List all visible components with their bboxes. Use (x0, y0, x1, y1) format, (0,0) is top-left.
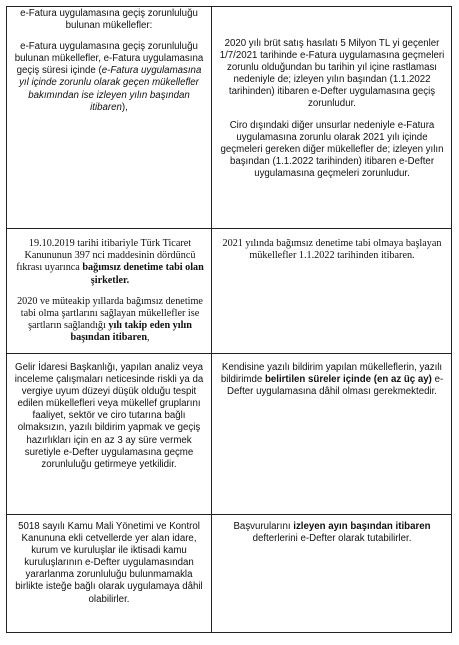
audit-following-years-text: 2020 ve müteakip yıllarda bağımsız denetime tabi olma şartlarını sağlayan mükellefler ise şartların sağlandığı yılı takip eden yılın başından itibaren, (17, 295, 203, 344)
voluntary-application-text: Başvurularını izleyen ayın başından itibaren defterlerini e-Defter olarak tutabilirler. (233, 521, 431, 545)
row-divider-3 (6, 514, 452, 515)
row-3-right-cell (219, 362, 445, 398)
table-border-right (451, 6, 452, 633)
written-notice-text: Kendisine yazılı bildirim yapılan mükelleflerin, yazılı bildirimde belirtilen süreler içinde (en az üç ay) e-Defter uygulamasına dâhil olması gerekmektedir. (220, 362, 444, 398)
efatura-intro-text: e-Fatura uygulamasına geçiş zorunluluğu bulunan mükellefler: (20, 8, 198, 32)
row-2-left-cell (14, 238, 206, 345)
efatura-condition-text: e-Fatura uygulamasına geçiş zorunluluğu bulunan mükellefler, e-Fatura uygulamasına geçiş süresi içinde (e-Fatura uygulamasına yıl içinde zorunlu olarak geçen mükellefler bakımından ise izleyen yılın başından itibaren), (14, 41, 204, 113)
row-1-left-cell (12, 8, 206, 114)
other-factors-text: Ciro dışındaki diğer unsurlar nedeniyle e-Fatura uygulamasına zorunlu olarak 2021 yılı içinde geçmeleri gereken diğer mükellefler de; izleyen yılın başından (1.1.2022 tarihinden) itibaren e-Defter uygulamasına geçmeleri zorunludur. (220, 119, 444, 179)
row-4-right-cell (219, 521, 445, 545)
row-divider-1 (6, 228, 452, 229)
audit-2021-text: 2021 yılında bağımsız denetime tabi olmaya başlayan mükellefler 1.1.2022 tarihinden itibaren. (222, 238, 442, 262)
requirements-table (6, 6, 452, 633)
table-border-left (6, 6, 7, 633)
row-divider-2 (6, 353, 452, 354)
row-3-left-cell (12, 362, 206, 471)
row-4-left-cell (12, 521, 206, 606)
table-border-bottom (6, 632, 452, 633)
row-2-right-cell (219, 238, 445, 262)
table-border-top (6, 6, 452, 7)
public-institutions-text: 5018 sayılı Kamu Mali Yönetimi ve Kontrol Kanununa ekli cetvellerde yer alan idare, kurum ve kuruluşlar ile iktisadi kamu kuruluşlarının e-Defter uygulamasından yararlanma zorunluluğu bulunmamakla birlikte isteğe bağlı olarak uygulamaya dâhil olabilirler. (15, 521, 203, 605)
table-divider-middle (211, 6, 212, 633)
revenue-threshold-text: 2020 yılı brüt satış hasılatı 5 Milyon TL yi geçenler 1/7/2021 tarihinde e-Fatura uygulamasına geçmeleri zorunlu olduğundan bu tarihin yıl içine rastlaması nedeniyle de; izleyen yılın başından (1.1.2022 tarihinden) itibaren e-Defter uygulamasına geçiş zorunludur. (219, 38, 445, 110)
gib-authority-text: Gelir İdaresi Başkanlığı, yapılan analiz veya inceleme çalışmaları neticesinde riskli ya da vergiye uyum düzeyi düşük olduğu tespit edilen mükellefleri veya mükellef gruplarını faaliyet, sektör ve ciro tutarına bağlı olmaksızın, yazılı bildirim yapmak ve geçiş hazırlıkları için en az 3 ay süre vermek suretiyle e-Defter uygulamasına geçme zorunluluğu getirmeye yetkilidir. (14, 362, 204, 470)
independent-audit-text: 19.10.2019 tarihi itibariyle Türk Ticaret Kanununun 397 nci maddesinin dördüncü fıkrası uyarınca bağımsız denetime tabi olan şirketler. (16, 238, 204, 286)
row-1-right-cell (219, 38, 445, 180)
